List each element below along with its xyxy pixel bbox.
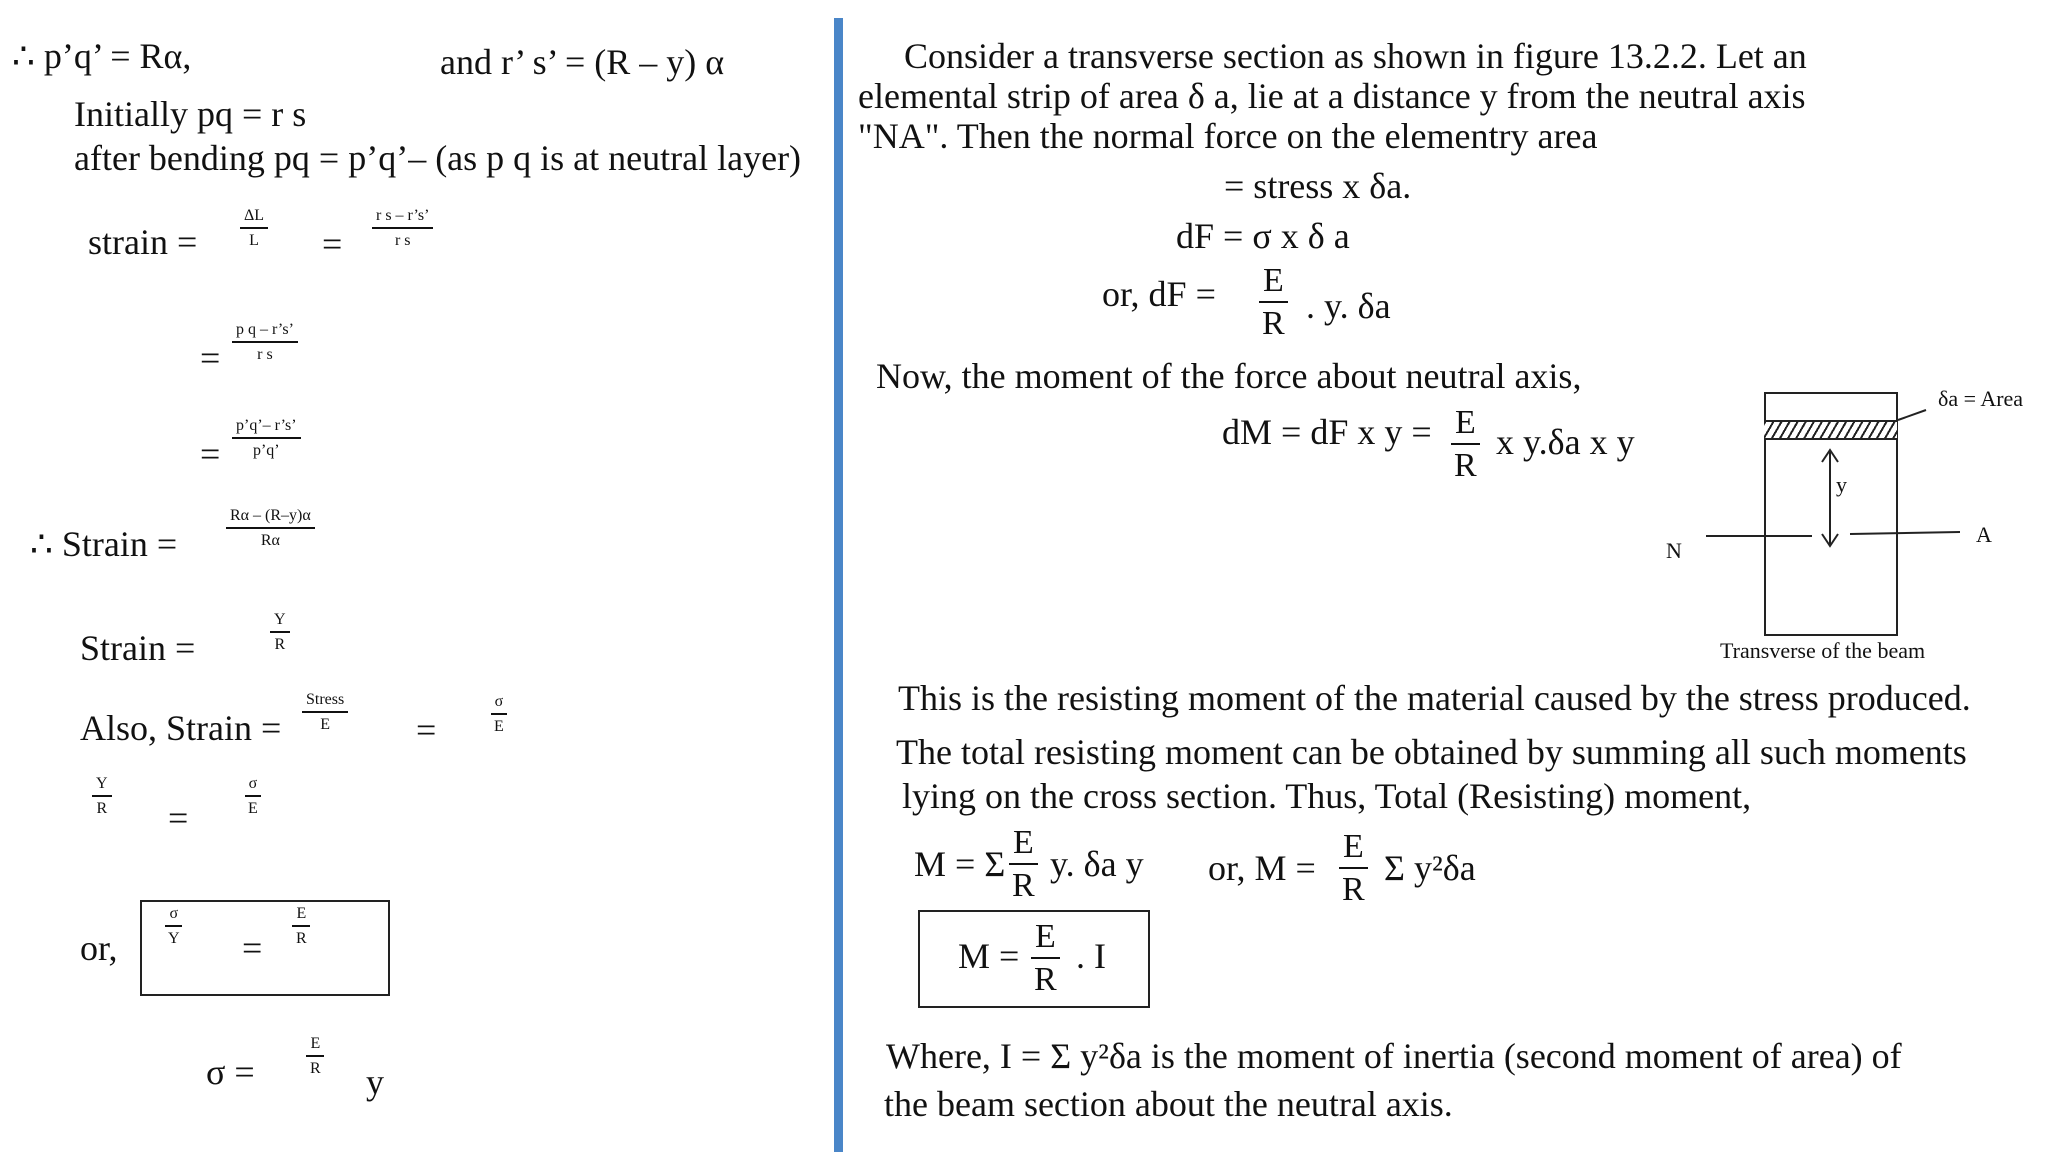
fraction-m2-e-over-r	[1338, 830, 1369, 907]
numerator: p’q’– r’s’	[232, 418, 301, 439]
numerator: E	[1259, 264, 1288, 303]
m-equation-2-prefix: or, M =	[1208, 848, 1316, 888]
or-label: or,	[80, 928, 118, 968]
also-strain-label: Also, Strain =	[80, 708, 282, 748]
y-label: y	[1836, 472, 1847, 497]
denominator: r s	[394, 232, 411, 249]
area-label: δa = Area	[1938, 386, 2024, 411]
eq-rs-r-minus-y: and r’ s’ = (R – y) α	[440, 42, 725, 82]
dm-equation-prefix: dM = dF x y =	[1222, 412, 1432, 452]
para2-line1: This is the resisting moment of the material caused by the stress produced.	[898, 678, 1971, 718]
numerator: r s – r’s’	[372, 208, 433, 229]
n-label: N	[1666, 538, 1682, 563]
denominator: Rα	[260, 532, 280, 549]
numerator: E	[1451, 406, 1480, 445]
numerator: E	[292, 906, 310, 927]
numerator: σ	[491, 694, 508, 715]
m-equation-2-suffix: Σ y²δa	[1384, 848, 1476, 888]
numerator: E	[1009, 826, 1038, 865]
denominator: p’q’	[252, 442, 280, 459]
m-box-suffix: . I	[1076, 936, 1106, 976]
numerator: σ	[245, 776, 262, 797]
now-moment-line: Now, the moment of the force about neutral axis,	[876, 356, 1582, 396]
strain-label: strain =	[88, 222, 198, 262]
numerator: Y	[270, 612, 290, 633]
para1-line3: "NA". Then the normal force on the elementry area	[858, 116, 1598, 156]
y-variable: y	[366, 1062, 384, 1102]
strain-label-2: ∴ Strain =	[30, 524, 178, 564]
para2-line2: The total resisting moment can be obtained by summing all such moments	[896, 732, 1967, 772]
equals-sign: =	[322, 224, 343, 264]
df-equation-2-prefix: or, dF =	[1102, 274, 1216, 314]
strain-label-3: Strain =	[80, 628, 196, 668]
fraction-mbox-e-over-r	[1030, 920, 1061, 997]
denominator: R	[1262, 305, 1285, 342]
area-leader-line	[1898, 410, 1926, 420]
dm-equation-suffix: x y.δa x y	[1496, 422, 1635, 462]
para2-line3: lying on the cross section. Thus, Total (Resisting) moment,	[902, 776, 1752, 816]
denominator: E	[494, 718, 504, 735]
a-label: A	[1976, 522, 1992, 547]
neutral-axis-right	[1850, 532, 1960, 534]
equals-sign: =	[200, 338, 221, 378]
equals-sign: =	[200, 434, 221, 474]
para1-line2: elemental strip of area δ a, lie at a distance y from the neutral axis	[858, 76, 1806, 116]
numerator: Stress	[302, 692, 348, 713]
denominator: R	[310, 1060, 321, 1077]
numerator: E	[1031, 920, 1060, 959]
numerator: ΔL	[240, 208, 268, 229]
eq-pq-r-alpha: ∴ p’q’ = Rα,	[12, 36, 192, 76]
denominator: R	[1454, 447, 1477, 484]
df-equation-2-suffix: . y. δa	[1306, 286, 1391, 326]
where-line2: the beam section about the neutral axis.	[884, 1084, 1453, 1124]
denominator: Y	[168, 930, 180, 947]
where-line1: Where, I = Σ y²δa is the moment of inertia (second moment of area) of	[886, 1036, 1902, 1076]
m-equation-1-prefix: M = Σ	[914, 844, 1006, 884]
equals-sign: =	[242, 928, 263, 968]
sigma-equals: σ =	[206, 1052, 255, 1092]
denominator: L	[249, 232, 259, 249]
numerator: E	[1339, 830, 1368, 869]
df-equation-1: dF = σ x δ a	[1176, 216, 1350, 256]
after-bending-line: after bending pq = p’q’– (as p q is at neutral layer)	[74, 138, 802, 178]
numerator: σ	[165, 906, 182, 927]
denominator: R	[274, 636, 286, 653]
m-equation-1-suffix: y. δa y	[1050, 844, 1144, 884]
initially-line: Initially pq = r s	[74, 94, 307, 134]
para1-line1: Consider a transverse section as shown in figure 13.2.2. Let an	[904, 36, 1807, 76]
numerator: Y	[92, 776, 112, 797]
numerator: E	[306, 1036, 324, 1057]
denominator: R	[1342, 871, 1365, 908]
numerator: Rα – (R–y)α	[226, 508, 315, 529]
figure-caption: Transverse of the beam	[1720, 638, 1926, 663]
denominator: R	[96, 800, 108, 817]
denominator: R	[1012, 867, 1035, 904]
equals-sign: =	[416, 710, 437, 750]
fraction-m1-e-over-r	[1008, 826, 1039, 903]
denominator: E	[320, 716, 330, 733]
equals-sign: =	[168, 798, 189, 838]
denominator: E	[248, 800, 258, 817]
denominator: r s	[257, 346, 273, 363]
denominator: R	[1034, 961, 1057, 998]
numerator: p q – r’s’	[232, 322, 298, 343]
para1-line4: = stress x δa.	[1224, 166, 1412, 206]
m-box-prefix: M =	[958, 936, 1020, 976]
denominator: R	[296, 930, 307, 947]
